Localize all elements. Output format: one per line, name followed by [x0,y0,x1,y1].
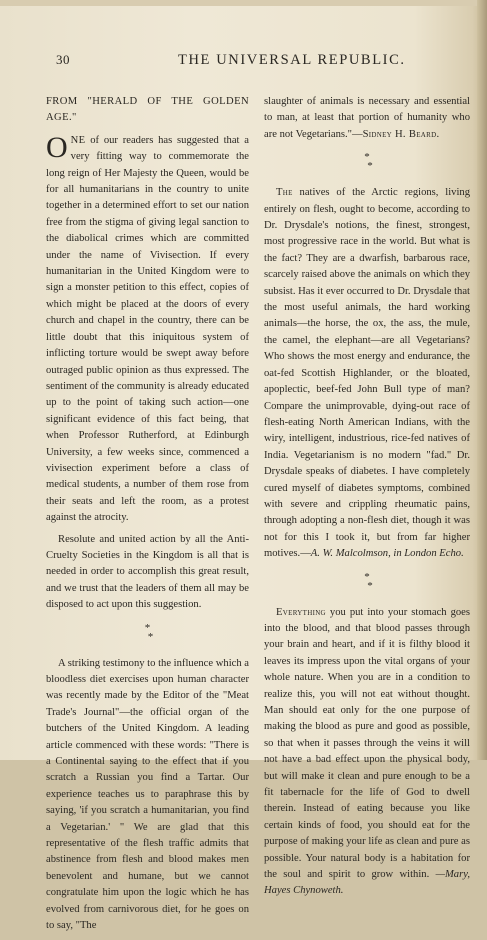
paragraph-continuation [264,94,470,143]
asterisk: * [367,579,373,592]
section-divider [46,621,249,643]
opening-word: NE [70,134,86,146]
opening-word: The [276,187,293,199]
page-top-edge [0,0,487,6]
paragraph-arctic-natives [264,185,470,562]
asterisk: * [364,570,370,583]
asterisk: * [364,151,370,164]
paragraph-text: slaughter of animals is necessary and essential to man, at least that portion of humanity who are not Vegetarians."— [264,96,470,140]
paragraph-text: of our readers has suggested that a very fitting way to commemorate the long reign of Her Majesty the Queen, would be for all humanitarians in the country to unite together in a determined effort to set our nation free from the stigma of giving legal sanction to the diabolical crimes which are committed under the name of Vivisection. If every humanitarian in the United Kingdom were to sign a monster petition to this effect, copies of which might be placed at the doors of every church and chapel in the country, there can be little doubt that this iniquitous system of inflicting torture would be swept away before outraged public opinion as thus expressed. The sentiment of the community is already educated up to the point of taking such action—one significant evidence of this fact being, that when Professor Rutherford, at Edinburgh University, a few weeks since, commenced a vivisection experiment before a class of medical students, a number of them rose from their seats and left the room, as a protest against the atrocity. [46,134,249,524]
asterisk: * [147,630,154,643]
page-number: 30 [56,52,70,67]
drop-cap: O [46,130,68,164]
left-column [46,94,249,940]
paragraph-text: natives of the Arctic regions, living entirely on flesh, ought to become, according to Dr. Drysdale's notions, the finest, strongest, most progressive race in the world. But what is the fact? They are a dwarfish, barbarous race, scarcely raised above the animals on which they subsist. Has it ever occurred to Dr. Drysdale that the most useful animals, the hard working animals—the horse, the ox, the ass, the mule, the camel, the elephant—are all Vegetarians? Who shows the most energy and endurance, the oat-fed Scottish Highlander, or the bloated, apoplectic, beef-fed John Bull type of man? Compare the unimprovable, dying-out race of flesh-eating North American Indians, with the wiry, intelligent, industrious, rice-fed natives of India. Vegetarianism is no modern "fad." Dr. Drysdale speaks of diabetes. I have completely cured myself of diabetes symptoms, combined with severe and crippling rheumatic pains, through adopting a non-flesh diet, though it was not for this I took it, but from far higher motives.— [264,187,470,560]
author-signature: —Mary, Hayes Chynoweth. [264,869,470,897]
section-divider [264,153,470,171]
asterisk: * [367,160,373,173]
page-right-edge [477,0,487,760]
section-divider [264,570,470,592]
paragraph-everything-stomach [264,605,470,900]
paragraph-text: you put into your stomach goes into the blood, and that blood passes through your brain and heart, and if it is filthy blood it leaves its impress upon the vital organs of your whole nature. When you are in a condition to realize this, you will not eat without thought. Man should eat only for the one purpose of making the blood as pure and good as possible, so that when it passes through the veins it will not have a bad effect upon the physical body, but will make it clean and pure enough to be a fit tabernacle for the life of God to dwell therein. Instead of eating because you like certain kinds of food, you should eat for the purpose of making your life as clean and pure as possible. Your natural body is a habitation for the soul and spirit to grow within. [264,606,470,881]
paragraph-meat-trade-journal: A striking testimony to the influence which a bloodless diet exercises upon human character was recently made by the Editor of the "Meat Trade's Journal"—the official organ of the butchers of the United Kingdom. A leading article commenced with these words: "There is a Continental saying to the effect that if you scratch a Russian you find a Tartar. Our experience teaches us to paraphrase this by saying, 'if you scratch a humanitarian, you find a Vegetarian.' " We are glad that this representative of the flesh traffic admits that abstinence from flesh and blood makes men benevolent and humane, but we cannot congratulate him upon the logic which he has evolved from carnivorous diet, for he goes on to say, "The [46,657,249,932]
paragraph-resolute-action: Resolute and united action by all the Anti-Cruelty Societies in the Kingdom is all that is needed in order to accomplish this great result, and we trust that the leaders of them all may be disposed to act upon this suggestion. [46,533,249,611]
asterisk: * [144,621,151,634]
author-signature: A. W. Malcolmson, in London Echo. [310,548,464,560]
article-heading: FROM "HERALD OF THE GOLDEN AGE." [46,96,249,124]
opening-word: Everything [276,606,326,618]
author-signature: Sidney H. Beard. [362,128,440,140]
paragraph-petition [46,130,249,527]
right-column [264,94,470,905]
running-title: THE UNIVERSAL REPUBLIC. [178,52,406,68]
